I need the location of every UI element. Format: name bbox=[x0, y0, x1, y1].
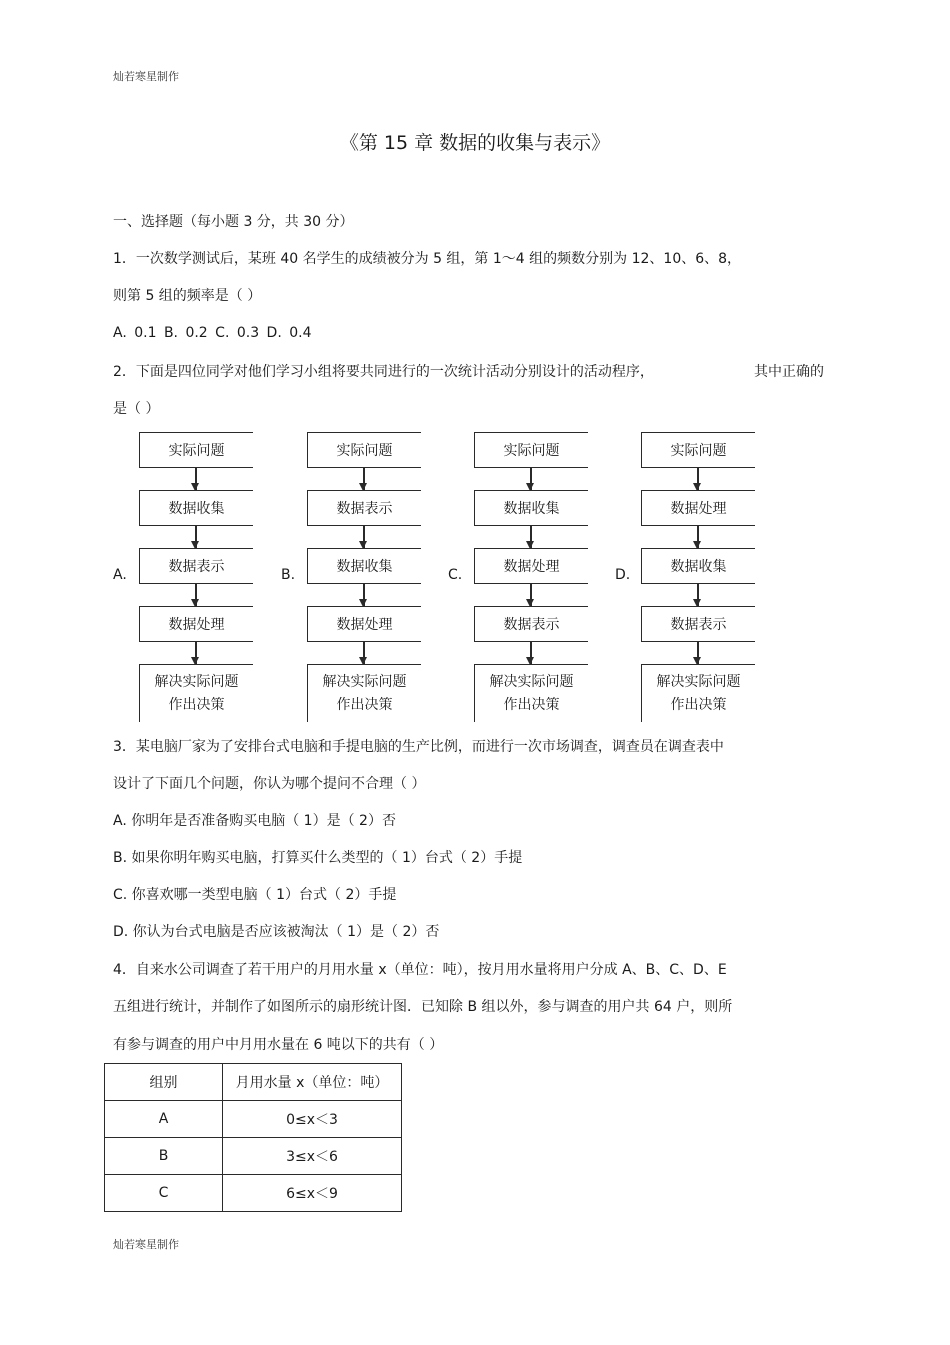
page-footer: 灿若寒星制作 bbox=[113, 1238, 179, 1251]
q3-option-d: D. 你认为台式电脑是否应该被淘汰（ 1）是（ 2）否 bbox=[113, 924, 440, 940]
arrow-down-icon bbox=[530, 468, 532, 490]
flowchart-step: 数据表示 bbox=[641, 606, 755, 642]
q1-text-line1: 1．一次数学测试后，某班 40 名学生的成绩被分为 5 组，第 1～4 组的频数分别为 12、10、6、8， bbox=[113, 251, 742, 267]
flowchart-step: 实际问题 bbox=[307, 432, 421, 468]
arrow-down-icon bbox=[697, 468, 699, 490]
arrow-down-icon bbox=[530, 584, 532, 606]
flowchart-step: 实际问题 bbox=[474, 432, 588, 468]
flowchart-final-line: 作出决策 bbox=[670, 696, 727, 713]
arrow-down-icon bbox=[530, 526, 532, 548]
flowchart-step: 数据收集 bbox=[307, 548, 421, 584]
flowchart-final-line: 作出决策 bbox=[336, 696, 393, 713]
flowchart-option-label: A. bbox=[113, 567, 127, 583]
q3-text-line1: 3．某电脑厂家为了安排台式电脑和手提电脑的生产比例，而进行一次市场调查，调查员在调查表中 bbox=[113, 739, 724, 755]
table-row bbox=[105, 1101, 402, 1138]
flowchart-step: 数据表示 bbox=[139, 548, 253, 584]
flowchart-final-line: 解决实际问题 bbox=[154, 673, 239, 690]
table-cell: C bbox=[105, 1175, 223, 1212]
arrow-down-icon bbox=[195, 584, 197, 606]
q1-options: A. 0.1 B. 0.2 C. 0.3 D. 0.4 bbox=[113, 325, 312, 341]
flowchart-step: 数据处理 bbox=[641, 490, 755, 526]
flowchart-final-step bbox=[641, 664, 755, 722]
page-title: 《第 15 章 数据的收集与表示》 bbox=[339, 132, 611, 154]
arrow-down-icon bbox=[363, 642, 365, 664]
flowchart-step: 数据表示 bbox=[307, 490, 421, 526]
q1-text-line2: 则第 5 组的频率是（ ） bbox=[113, 288, 262, 304]
arrow-down-icon bbox=[363, 468, 365, 490]
flowchart-step: 数据收集 bbox=[474, 490, 588, 526]
arrow-down-icon bbox=[530, 642, 532, 664]
q2-text-line1-end: 其中正确的 bbox=[754, 364, 824, 380]
arrow-down-icon bbox=[363, 584, 365, 606]
table-row bbox=[105, 1175, 402, 1212]
flowchart-step: 数据收集 bbox=[139, 490, 253, 526]
q2-text-line2: 是（ ） bbox=[113, 401, 160, 417]
table-row bbox=[105, 1138, 402, 1175]
q3-option-c: C. 你喜欢哪一类型电脑（ 1）台式（ 2）手提 bbox=[113, 887, 397, 903]
flowchart-final-step bbox=[474, 664, 588, 722]
flowchart-option-label: B. bbox=[281, 567, 296, 583]
arrow-down-icon bbox=[195, 526, 197, 548]
flowchart-step: 数据处理 bbox=[307, 606, 421, 642]
table-cell: 0≤x＜3 bbox=[223, 1101, 402, 1138]
flowchart-option-label: C. bbox=[448, 567, 463, 583]
table-header-cell: 月用水量 x（单位：吨） bbox=[223, 1064, 402, 1101]
q4-text-line3: 有参与调查的用户中月用水量在 6 吨以下的共有（ ） bbox=[113, 1037, 444, 1053]
flowchart-final-line: 作出决策 bbox=[168, 696, 225, 713]
flowchart-step: 实际问题 bbox=[139, 432, 253, 468]
section-heading: 一、选择题（每小题 3 分，共 30 分） bbox=[113, 214, 354, 230]
arrow-down-icon bbox=[697, 642, 699, 664]
arrow-down-icon bbox=[697, 584, 699, 606]
table-cell: 6≤x＜9 bbox=[223, 1175, 402, 1212]
flowchart-step: 数据收集 bbox=[641, 548, 755, 584]
flowchart-final-step bbox=[307, 664, 421, 722]
flowchart-step: 数据处理 bbox=[139, 606, 253, 642]
flowchart-step: 数据处理 bbox=[474, 548, 588, 584]
flowchart-step: 实际问题 bbox=[641, 432, 755, 468]
flowchart-final-line: 解决实际问题 bbox=[656, 673, 741, 690]
arrow-down-icon bbox=[195, 468, 197, 490]
table-cell: 3≤x＜6 bbox=[223, 1138, 402, 1175]
q4-text-line1: 4．自来水公司调查了若干用户的月用水量 x（单位：吨），按月用水量将用户分成 A、B、C、D、E bbox=[113, 962, 727, 978]
arrow-down-icon bbox=[195, 642, 197, 664]
table-cell: A bbox=[105, 1101, 223, 1138]
flowchart-step: 数据表示 bbox=[474, 606, 588, 642]
arrow-down-icon bbox=[697, 526, 699, 548]
arrow-down-icon bbox=[363, 526, 365, 548]
flowchart-option-label: D. bbox=[615, 567, 631, 583]
q3-option-a: A. 你明年是否准备购买电脑（ 1）是（ 2）否 bbox=[113, 813, 396, 829]
flowchart-final-line: 解决实际问题 bbox=[322, 673, 407, 690]
page-header: 灿若寒星制作 bbox=[113, 70, 179, 83]
q3-text-line2: 设计了下面几个问题，你认为哪个提问不合理（ ） bbox=[113, 776, 426, 792]
flowchart-final-line: 作出决策 bbox=[503, 696, 560, 713]
q3-option-b: B. 如果你明年购买电脑，打算买什么类型的（ 1）台式（ 2）手提 bbox=[113, 850, 523, 866]
table-header-cell: 组别 bbox=[105, 1064, 223, 1101]
table-cell: B bbox=[105, 1138, 223, 1175]
flowchart-final-step bbox=[139, 664, 253, 722]
q4-text-line2: 五组进行统计，并制作了如图所示的扇形统计图．已知除 B 组以外，参与调查的用户共 64 户，则所 bbox=[113, 999, 733, 1015]
flowchart-final-line: 解决实际问题 bbox=[489, 673, 574, 690]
table-header-row bbox=[105, 1064, 402, 1101]
water-usage-table bbox=[104, 1063, 402, 1212]
q2-text-line1: 2．下面是四位同学对他们学习小组将要共同进行的一次统计活动分别设计的活动程序， bbox=[113, 364, 654, 380]
